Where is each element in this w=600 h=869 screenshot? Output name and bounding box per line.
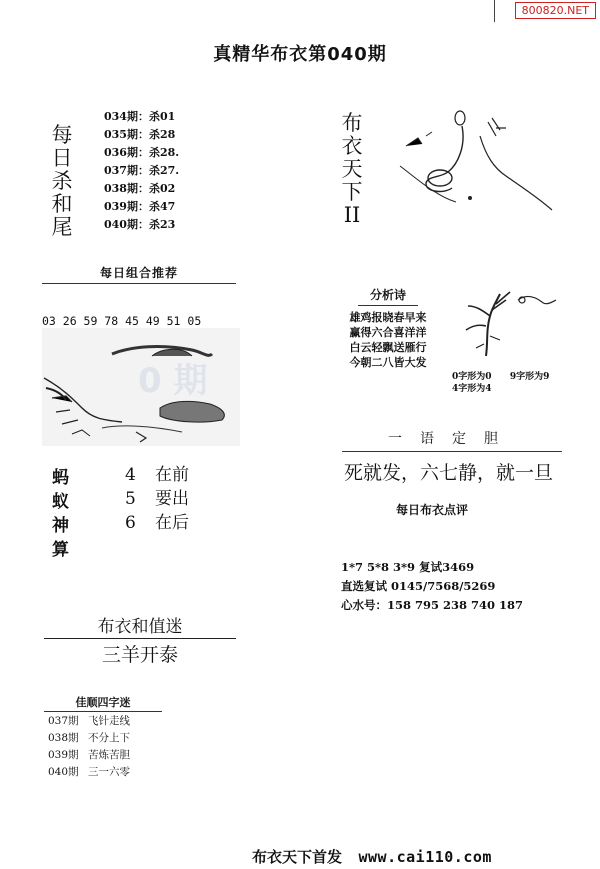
tree-sketch xyxy=(456,286,560,358)
site-badge[interactable]: 800820.NET xyxy=(515,2,596,19)
analysis-poem-title: 分析诗 xyxy=(358,286,418,306)
buyi-tianxia-label: 布 衣 天 下 II xyxy=(341,111,363,227)
list-item: 036期：杀28. xyxy=(104,146,180,159)
analysis-poem-lines xyxy=(336,310,440,370)
list-item: 038期：杀02 xyxy=(104,182,176,195)
daily-combo-title: 每日组合推荐 xyxy=(42,264,236,284)
page-title: 真精华布衣第040期 xyxy=(213,44,387,65)
four-char-riddle-title: 佳顺四字迷 xyxy=(44,694,162,712)
mayi-label: 蚂 蚁 神 算 xyxy=(52,468,69,560)
list-item: 039期：杀47 xyxy=(104,200,176,213)
daily-kill-list xyxy=(104,108,179,234)
list-item: 035期：杀28 xyxy=(104,128,176,141)
list-item: 039期 苦炼苦胆 xyxy=(48,749,130,761)
mayi-rows xyxy=(125,463,189,535)
yiyu-card xyxy=(342,428,562,485)
shape-note-line1: 0字形为0 9字形为9 xyxy=(452,372,550,382)
list-item: 040期：杀23 xyxy=(104,218,176,231)
picks-block xyxy=(341,558,523,615)
sketch-illustration xyxy=(396,106,562,214)
svg-text:0 期: 0 期 xyxy=(138,361,208,401)
header-divider xyxy=(494,0,495,22)
list-item: 037期：杀27. xyxy=(104,164,180,177)
four-char-riddle-rows xyxy=(48,713,130,781)
picks-line: 直选复试 0145/7568/5269 xyxy=(341,579,496,593)
poem-line: 雄鸡报晓春早来 xyxy=(349,311,427,324)
poem-line: 赢得六合喜洋洋 xyxy=(349,326,427,339)
analysis-poem-card xyxy=(336,286,440,370)
footer xyxy=(252,846,492,867)
poem-line: 今朝二八皆大发 xyxy=(349,356,427,369)
picks-line: 1*7 5*8 3*9 复试3469 xyxy=(341,560,475,574)
footer-lead: 布衣天下首发 xyxy=(252,848,343,866)
poem-line: 白云轻飘送雁行 xyxy=(349,341,427,354)
divider xyxy=(44,638,236,639)
buyi-riddle-text: 三羊开泰 xyxy=(101,644,178,666)
picks-line: 心水号：158 795 238 740 187 xyxy=(341,598,524,612)
list-item: 5 要出 xyxy=(125,489,189,509)
yiyu-title: 一语定胆 xyxy=(342,428,562,452)
daily-comment-title: 每日布衣点评 xyxy=(396,503,469,517)
shape-note-line2: 4字形为4 xyxy=(452,384,492,394)
list-item: 034期：杀01 xyxy=(104,110,176,123)
daily-kill-label: 每 日 杀 和 尾 xyxy=(51,123,73,239)
list-item: 037期 飞针走线 xyxy=(48,715,130,727)
list-item: 6 在后 xyxy=(125,513,189,533)
list-item: 4 在前 xyxy=(125,465,189,485)
yiyu-text: 死就发，六七静，就一旦 xyxy=(344,462,554,484)
list-item: 038期 不分上下 xyxy=(48,732,130,744)
footer-url-link[interactable]: www.cai110.com xyxy=(358,848,492,866)
list-item: 040期 三一六零 xyxy=(48,766,130,778)
landscape-sketch xyxy=(42,328,240,446)
buyi-riddle-title: 布衣和值迷 xyxy=(97,617,183,637)
list-item: 03 26 59 78 45 49 51 05 xyxy=(42,314,202,328)
